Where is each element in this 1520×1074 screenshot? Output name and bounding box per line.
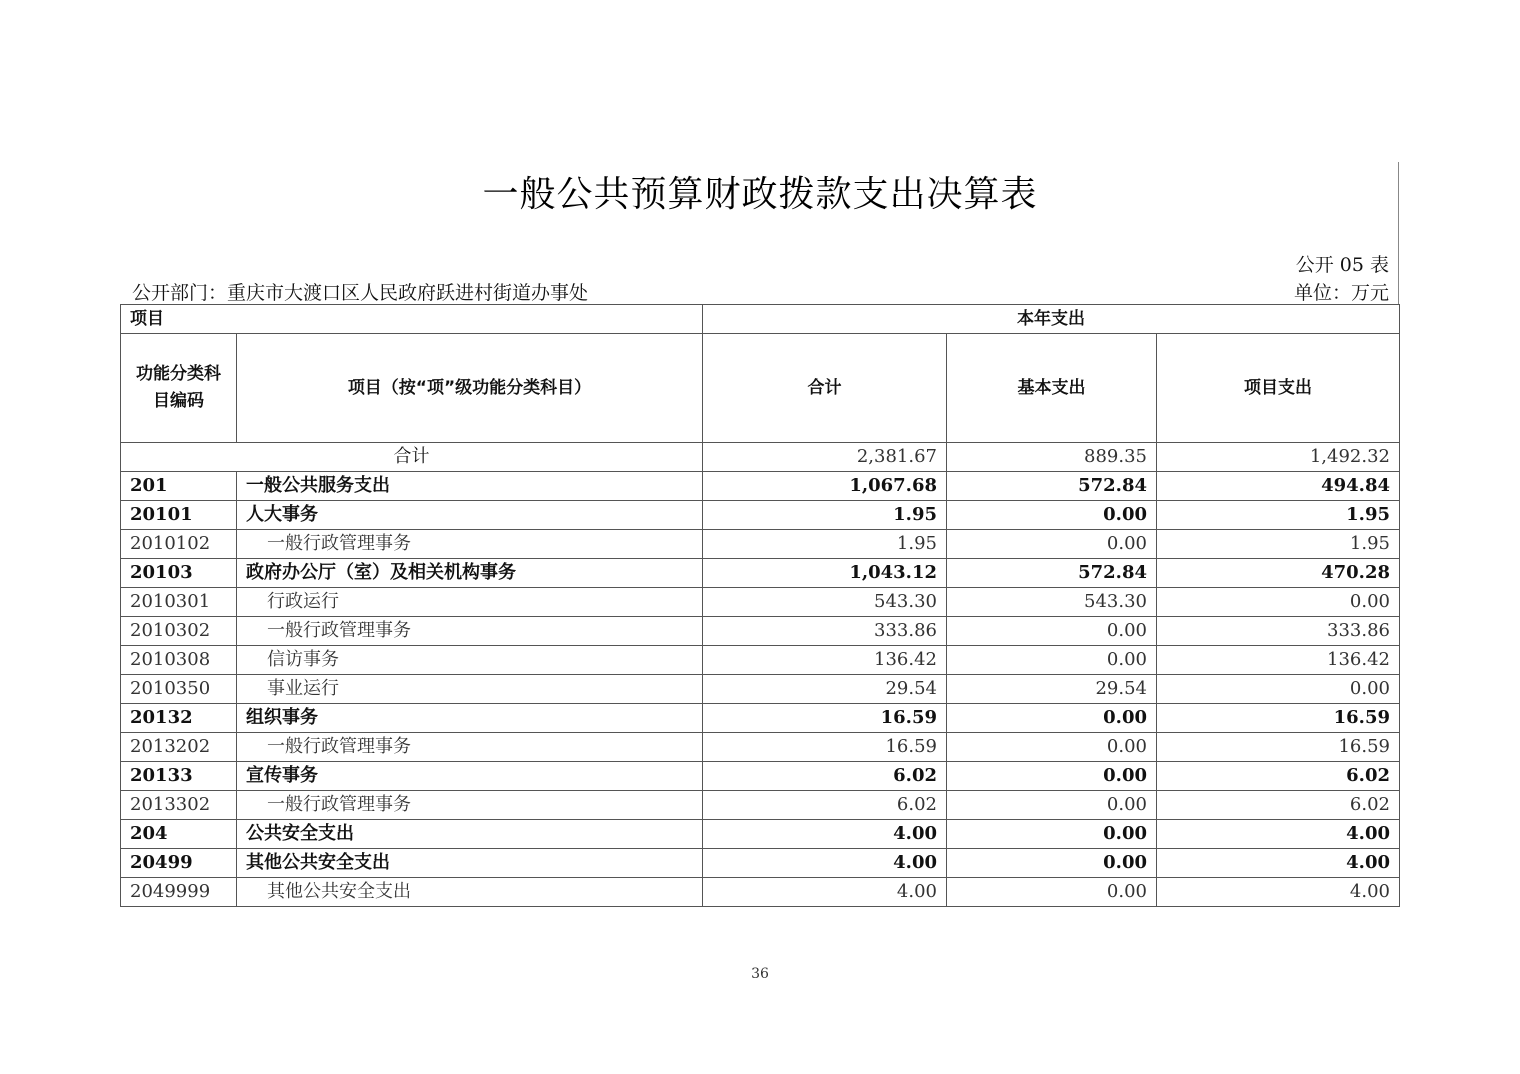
total-cell: 6.02 (703, 762, 947, 791)
header-basic: 基本支出 (947, 334, 1157, 443)
code-cell: 20133 (121, 762, 237, 791)
name-cell: 一般行政管理事务 (237, 791, 703, 820)
table-row (121, 588, 1400, 617)
expenditure-table (120, 304, 1400, 907)
basic-cell: 0.00 (947, 704, 1157, 733)
project-cell: 1.95 (1157, 530, 1400, 559)
code-cell: 2010302 (121, 617, 237, 646)
header-code: 功能分类科目编码 (121, 334, 237, 443)
code-cell: 20103 (121, 559, 237, 588)
name-cell: 政府办公厅（室）及相关机构事务 (237, 559, 703, 588)
name-cell: 人大事务 (237, 501, 703, 530)
project-cell: 6.02 (1157, 762, 1400, 791)
table-row (121, 820, 1400, 849)
basic-cell: 0.00 (947, 849, 1157, 878)
project-cell: 6.02 (1157, 791, 1400, 820)
project-cell: 16.59 (1157, 733, 1400, 762)
basic-cell: 889.35 (947, 443, 1157, 472)
project-cell: 136.42 (1157, 646, 1400, 675)
code-cell: 2013202 (121, 733, 237, 762)
header-row-1 (121, 305, 1400, 334)
table-row (121, 762, 1400, 791)
total-cell: 1.95 (703, 530, 947, 559)
table-row (121, 675, 1400, 704)
table-row (121, 617, 1400, 646)
unit-label: 单位：万元 (1293, 282, 1389, 304)
basic-cell: 572.84 (947, 559, 1157, 588)
code-cell: 2013302 (121, 791, 237, 820)
name-cell: 事业运行 (237, 675, 703, 704)
name-cell: 其他公共安全支出 (237, 849, 703, 878)
table-row (121, 733, 1400, 762)
table-row (121, 646, 1400, 675)
table-row (121, 791, 1400, 820)
basic-cell: 0.00 (947, 878, 1157, 907)
name-cell: 宣传事务 (237, 762, 703, 791)
project-cell: 4.00 (1157, 849, 1400, 878)
project-cell: 333.86 (1157, 617, 1400, 646)
table-row (121, 704, 1400, 733)
total-label: 合计 (121, 443, 703, 472)
name-cell: 一般行政管理事务 (237, 617, 703, 646)
code-cell: 20101 (121, 501, 237, 530)
table-number: 公开 05 表 (1295, 254, 1389, 276)
table-row (121, 559, 1400, 588)
project-cell: 494.84 (1157, 472, 1400, 501)
total-cell: 1,067.68 (703, 472, 947, 501)
name-cell: 行政运行 (237, 588, 703, 617)
code-cell: 20132 (121, 704, 237, 733)
table-row (121, 472, 1400, 501)
project-cell: 4.00 (1157, 878, 1400, 907)
project-cell: 1.95 (1157, 501, 1400, 530)
total-cell: 6.02 (703, 791, 947, 820)
department-label: 公开部门：重庆市大渡口区人民政府跃进村街道办事处 (132, 282, 589, 304)
total-cell: 136.42 (703, 646, 947, 675)
basic-cell: 0.00 (947, 530, 1157, 559)
table-row (121, 530, 1400, 559)
basic-cell: 0.00 (947, 791, 1157, 820)
project-cell: 470.28 (1157, 559, 1400, 588)
code-cell: 2010308 (121, 646, 237, 675)
basic-cell: 0.00 (947, 733, 1157, 762)
header-name: 项目（按“项”级功能分类科目） (237, 334, 703, 443)
header-total: 合计 (703, 334, 947, 443)
total-cell: 333.86 (703, 617, 947, 646)
project-cell: 0.00 (1157, 675, 1400, 704)
project-cell: 1,492.32 (1157, 443, 1400, 472)
name-cell: 一般行政管理事务 (237, 733, 703, 762)
basic-cell: 0.00 (947, 617, 1157, 646)
total-cell: 4.00 (703, 849, 947, 878)
basic-cell: 0.00 (947, 820, 1157, 849)
page-number: 36 (751, 966, 769, 982)
project-cell: 16.59 (1157, 704, 1400, 733)
table-row (121, 501, 1400, 530)
total-cell: 16.59 (703, 733, 947, 762)
name-cell: 公共安全支出 (237, 820, 703, 849)
table-row (121, 849, 1400, 878)
basic-cell: 29.54 (947, 675, 1157, 704)
basic-cell: 0.00 (947, 501, 1157, 530)
name-cell: 一般行政管理事务 (237, 530, 703, 559)
document-title: 一般公共预算财政拨款支出决算表 (482, 174, 1038, 215)
total-cell: 1,043.12 (703, 559, 947, 588)
header-project-expenditure: 项目支出 (1157, 334, 1400, 443)
name-cell: 其他公共安全支出 (237, 878, 703, 907)
header-current-year: 本年支出 (703, 305, 1400, 334)
total-cell: 2,381.67 (703, 443, 947, 472)
name-cell: 信访事务 (237, 646, 703, 675)
name-cell: 一般公共服务支出 (237, 472, 703, 501)
total-cell: 543.30 (703, 588, 947, 617)
total-cell: 16.59 (703, 704, 947, 733)
header-project: 项目 (121, 305, 703, 334)
total-cell: 4.00 (703, 820, 947, 849)
total-cell: 4.00 (703, 878, 947, 907)
code-cell: 2010102 (121, 530, 237, 559)
project-cell: 0.00 (1157, 588, 1400, 617)
total-row (121, 443, 1400, 472)
basic-cell: 543.30 (947, 588, 1157, 617)
basic-cell: 0.00 (947, 646, 1157, 675)
header-row-2 (121, 334, 1400, 443)
project-cell: 4.00 (1157, 820, 1400, 849)
code-cell: 2010350 (121, 675, 237, 704)
total-cell: 29.54 (703, 675, 947, 704)
code-cell: 2049999 (121, 878, 237, 907)
code-cell: 2010301 (121, 588, 237, 617)
basic-cell: 572.84 (947, 472, 1157, 501)
name-cell: 组织事务 (237, 704, 703, 733)
total-cell: 1.95 (703, 501, 947, 530)
basic-cell: 0.00 (947, 762, 1157, 791)
code-cell: 20499 (121, 849, 237, 878)
table-row (121, 878, 1400, 907)
code-cell: 204 (121, 820, 237, 849)
code-cell: 201 (121, 472, 237, 501)
